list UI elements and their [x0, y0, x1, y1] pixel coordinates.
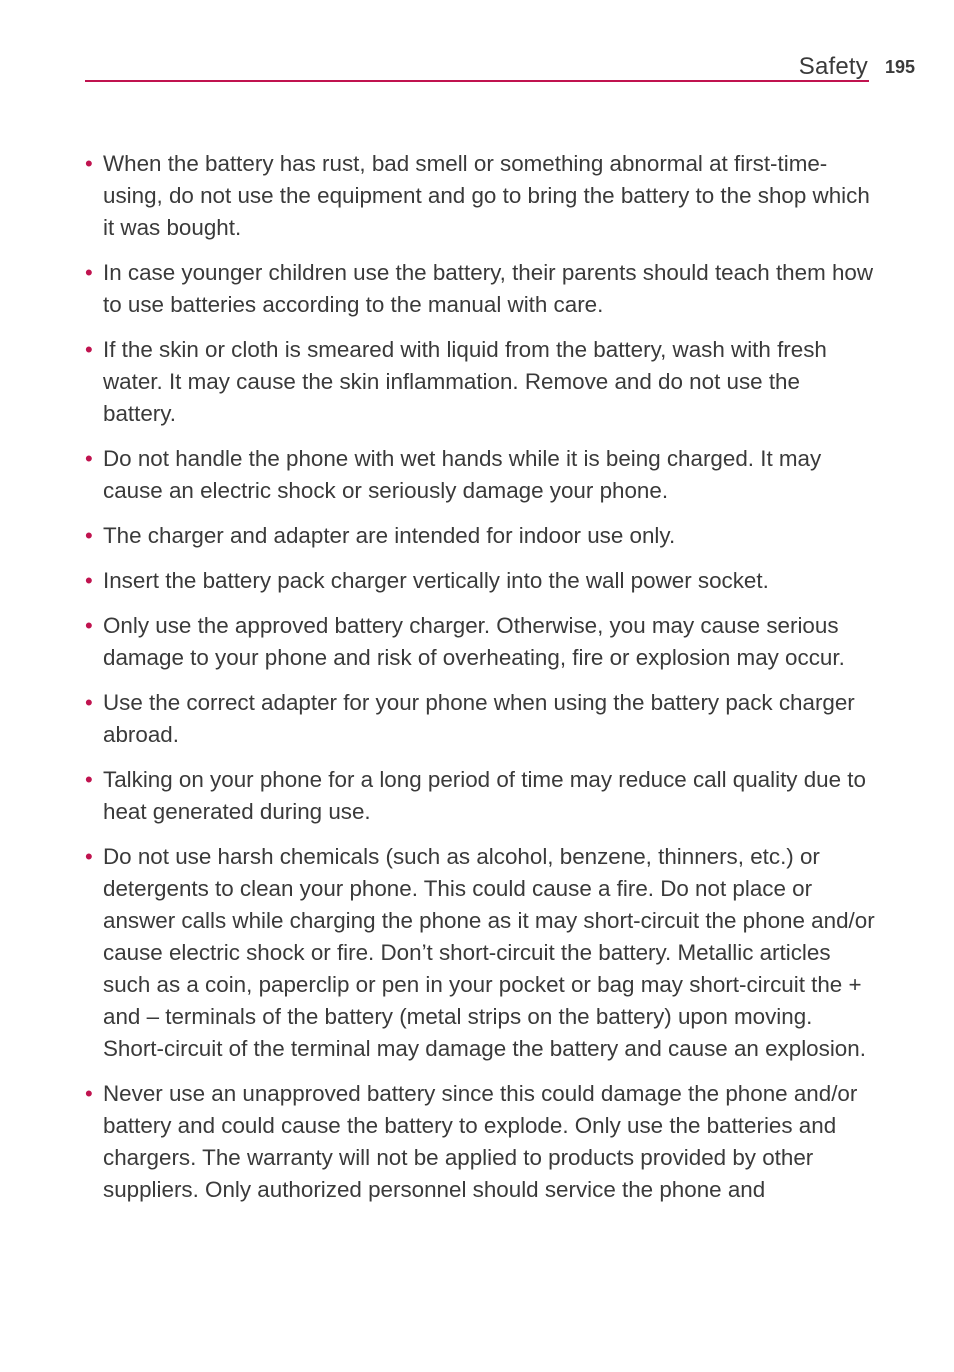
bullet-icon: •	[85, 446, 93, 471]
list-item-text: The charger and adapter are intended for indoor use only.	[103, 523, 676, 548]
bullet-icon: •	[85, 613, 93, 638]
page-number: 195	[885, 57, 916, 77]
bullet-icon: •	[85, 1081, 93, 1106]
safety-bullet-list	[85, 148, 875, 1219]
list-item	[85, 257, 875, 321]
bullet-icon: •	[85, 523, 93, 548]
list-item-text: Insert the battery pack charger vertically into the wall power socket.	[103, 568, 769, 593]
bullet-icon: •	[85, 844, 93, 869]
list-item	[85, 443, 875, 507]
list-item-text: Never use an unapproved battery since this could damage the phone and/or battery and could cause the battery to explode. Only use the batteries and chargers. The warranty will not be applied to products provided by other suppliers. Only authorized personnel should service the phone and	[103, 1081, 858, 1202]
list-item-text: Do not handle the phone with wet hands while it is being charged. It may cause an electric shock or seriously damage your phone.	[103, 446, 822, 503]
list-item	[85, 687, 875, 751]
list-item-text: Do not use harsh chemicals (such as alcohol, benzene, thinners, etc.) or detergents to clean your phone. This could cause a fire. Do not place or answer calls while charging the phone as it may short-circuit the phone and/or cause electric shock or fire. Don’t short-circuit the battery. Metallic articles such as a coin, paperclip or pen in your pocket or bag may short-circuit the + and – terminals of the battery (metal strips on the battery) upon moving. Short-circuit of the terminal may damage the battery and cause an explosion.	[103, 844, 875, 1061]
list-item	[85, 764, 875, 828]
bullet-icon: •	[85, 337, 93, 362]
list-item-text: In case younger children use the battery, their parents should teach them how to use batteries according to the manual with care.	[103, 260, 874, 317]
bullet-icon: •	[85, 260, 93, 285]
list-item	[85, 520, 875, 552]
bullet-icon: •	[85, 568, 93, 593]
list-item	[85, 148, 875, 244]
list-item-text: Only use the approved battery charger. Otherwise, you may cause serious damage to your phone and risk of overheating, fire or explosion may occur.	[103, 613, 845, 670]
bullet-icon: •	[85, 151, 93, 176]
list-item	[85, 841, 875, 1065]
list-item-text: If the skin or cloth is smeared with liquid from the battery, wash with fresh water. It may cause the skin inflammation. Remove and do not use the battery.	[103, 337, 827, 426]
section-title: Safety	[798, 53, 868, 80]
list-item-text: When the battery has rust, bad smell or something abnormal at first-time-using, do not use the equipment and go to bring the battery to the shop which it was bought.	[103, 151, 870, 240]
list-item-text: Talking on your phone for a long period of time may reduce call quality due to heat generated during use.	[103, 767, 866, 824]
bullet-icon: •	[85, 767, 93, 792]
list-item-text: Use the correct adapter for your phone when using the battery pack charger abroad.	[103, 690, 855, 747]
page-header	[0, 0, 954, 90]
list-item	[85, 565, 875, 597]
list-item	[85, 1078, 875, 1206]
list-item	[85, 334, 875, 430]
list-item	[85, 610, 875, 674]
header-divider	[85, 80, 869, 82]
bullet-icon: •	[85, 690, 93, 715]
